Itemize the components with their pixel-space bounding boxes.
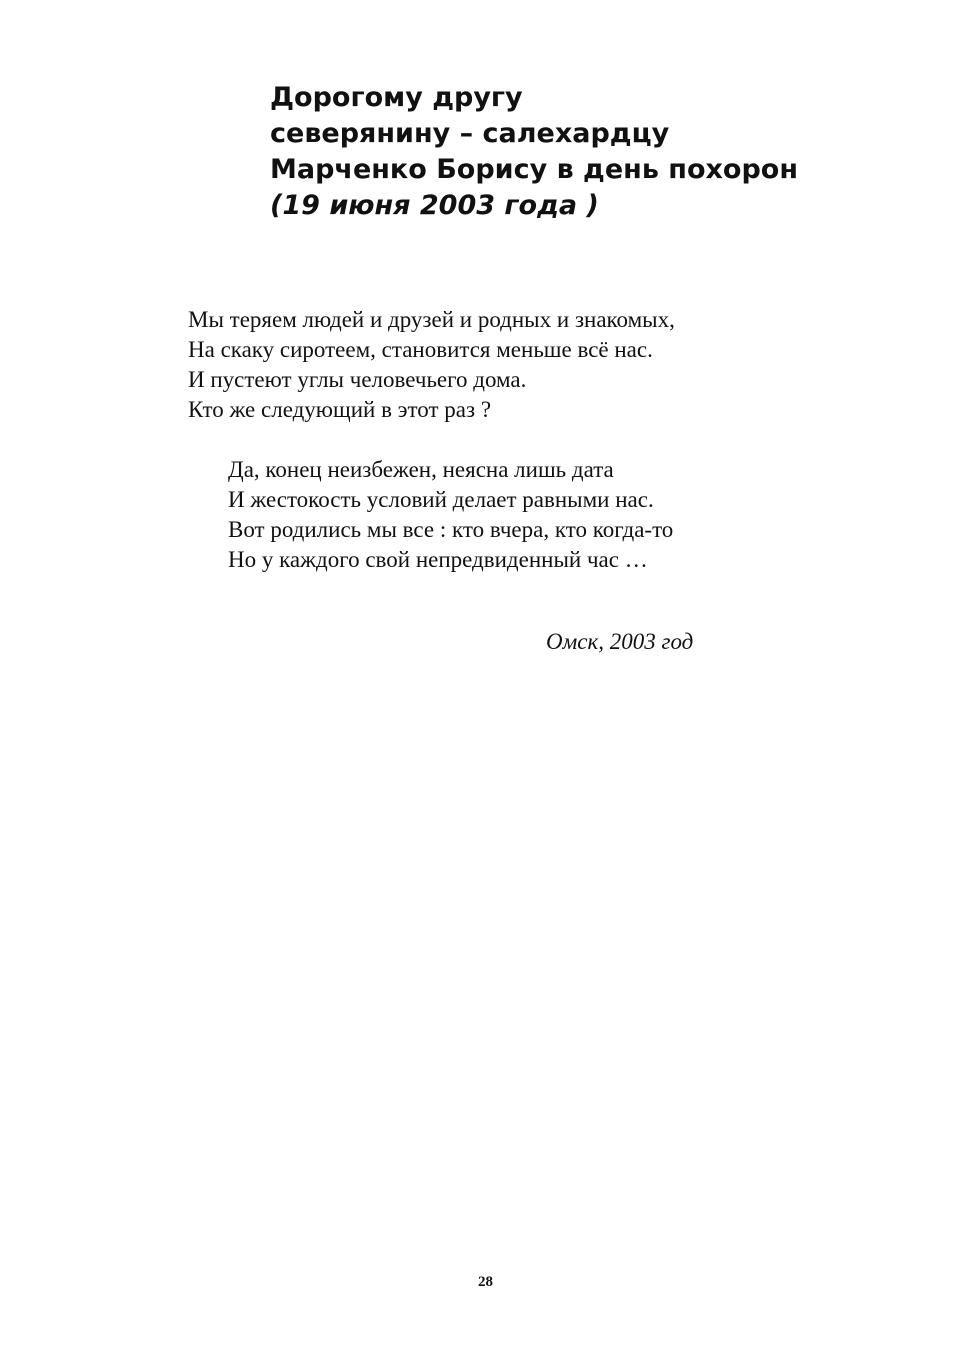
poem-line: И жестокость условий делает равными нас.	[228, 487, 654, 512]
title-date: (19 июня 2003 года )	[270, 190, 599, 221]
poem-line: Но у каждого свой непредвиденный час …	[228, 547, 648, 572]
page-number: 28	[478, 1274, 493, 1290]
poem-line: Кто же следующий в этот раз ?	[188, 397, 492, 422]
title-line: северянину – салехардцу	[270, 118, 670, 149]
poem-title	[270, 80, 798, 224]
poem-line: На скаку сиротеем, становится меньше всё нас.	[188, 337, 653, 362]
poem-line: И пустеют углы человечьего дома.	[188, 367, 527, 392]
title-line: Дорогому другу	[270, 82, 523, 113]
poem-line: Да, конец неизбежен, неясна лишь дата	[228, 457, 614, 482]
poem-line: Вот родились мы все : кто вчера, кто когда-то	[228, 517, 674, 542]
signature: Омск, 2003 год	[546, 629, 694, 654]
poem-stanza-2	[228, 455, 673, 575]
poem-stanza-1	[188, 305, 675, 425]
poem-line: Мы теряем людей и друзей и родных и знакомых,	[188, 307, 675, 332]
title-line: Марченко Борису в день похорон	[270, 154, 799, 185]
